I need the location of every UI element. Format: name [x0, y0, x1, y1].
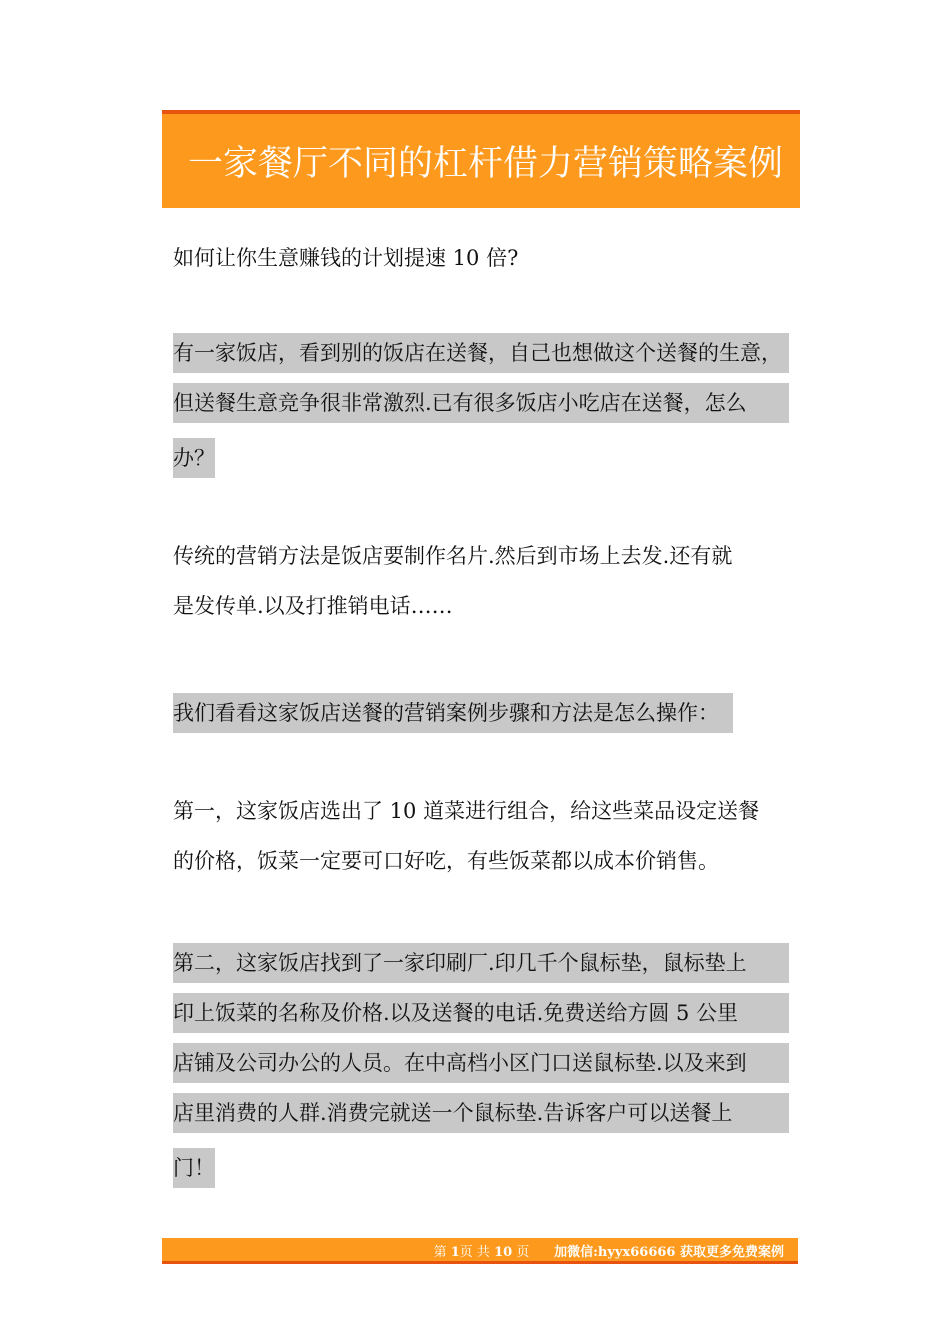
p5-line-4: 店里消费的人群.消费完就送一个鼠标垫.告诉客户可以送餐上	[173, 1093, 789, 1133]
page-suffix: 页	[516, 1245, 530, 1260]
page-current: 1	[450, 1245, 460, 1260]
p2-line-2: 是发传单.以及打推销电话……	[173, 594, 453, 618]
p5-line-5: 门！	[173, 1148, 215, 1188]
footer-contact: 加微信:hyyx66666 获取更多免费案例	[554, 1245, 784, 1260]
p4-line-1: 第一，这家饭店选出了 10 道菜进行组合，给这些菜品设定送餐	[173, 799, 760, 823]
paragraph-1	[173, 333, 793, 483]
page-mid: 页 共	[459, 1245, 490, 1260]
paragraph-5	[173, 943, 793, 1193]
p5-line-3: 店铺及公司办公的人员。在中高档小区门口送鼠标垫.以及来到	[173, 1043, 789, 1083]
p1-line-2: 但送餐生意竞争很非常激烈.已有很多饭店小吃店在送餐，怎么	[173, 383, 789, 423]
p2-line-1: 传统的营销方法是饭店要制作名片.然后到市场上去发.还有就	[173, 544, 733, 568]
p3-line-1: 我们看看这家饭店送餐的营销案例步骤和方法是怎么操作：	[173, 693, 733, 733]
footer-bar	[162, 1238, 798, 1264]
footer-text	[434, 1241, 784, 1260]
page-title: 一家餐厅不同的杠杆借力营销策略案例	[188, 144, 784, 184]
page-prefix: 第	[433, 1245, 447, 1260]
p5-line-2: 印上饭菜的名称及价格.以及送餐的电话.免费送给方圆 5 公里	[173, 993, 789, 1033]
intro-paragraph	[173, 233, 793, 283]
p4-line-2: 的价格，饭菜一定要可口好吃，有些饭菜都以成本价销售。	[173, 849, 719, 873]
p1-line-1: 有一家饭店，看到别的饭店在送餐，自己也想做这个送餐的生意，	[173, 333, 789, 373]
title-banner	[162, 110, 800, 208]
paragraph-4	[173, 786, 793, 886]
p1-line-3: 办？	[173, 438, 215, 478]
p5-line-1: 第二，这家饭店找到了一家印刷厂.印几千个鼠标垫，鼠标垫上	[173, 943, 789, 983]
paragraph-2	[173, 531, 793, 631]
paragraph-3	[173, 688, 793, 738]
page-total: 10	[494, 1245, 513, 1260]
intro-line: 如何让你生意赚钱的计划提速 10 倍?	[173, 246, 519, 270]
